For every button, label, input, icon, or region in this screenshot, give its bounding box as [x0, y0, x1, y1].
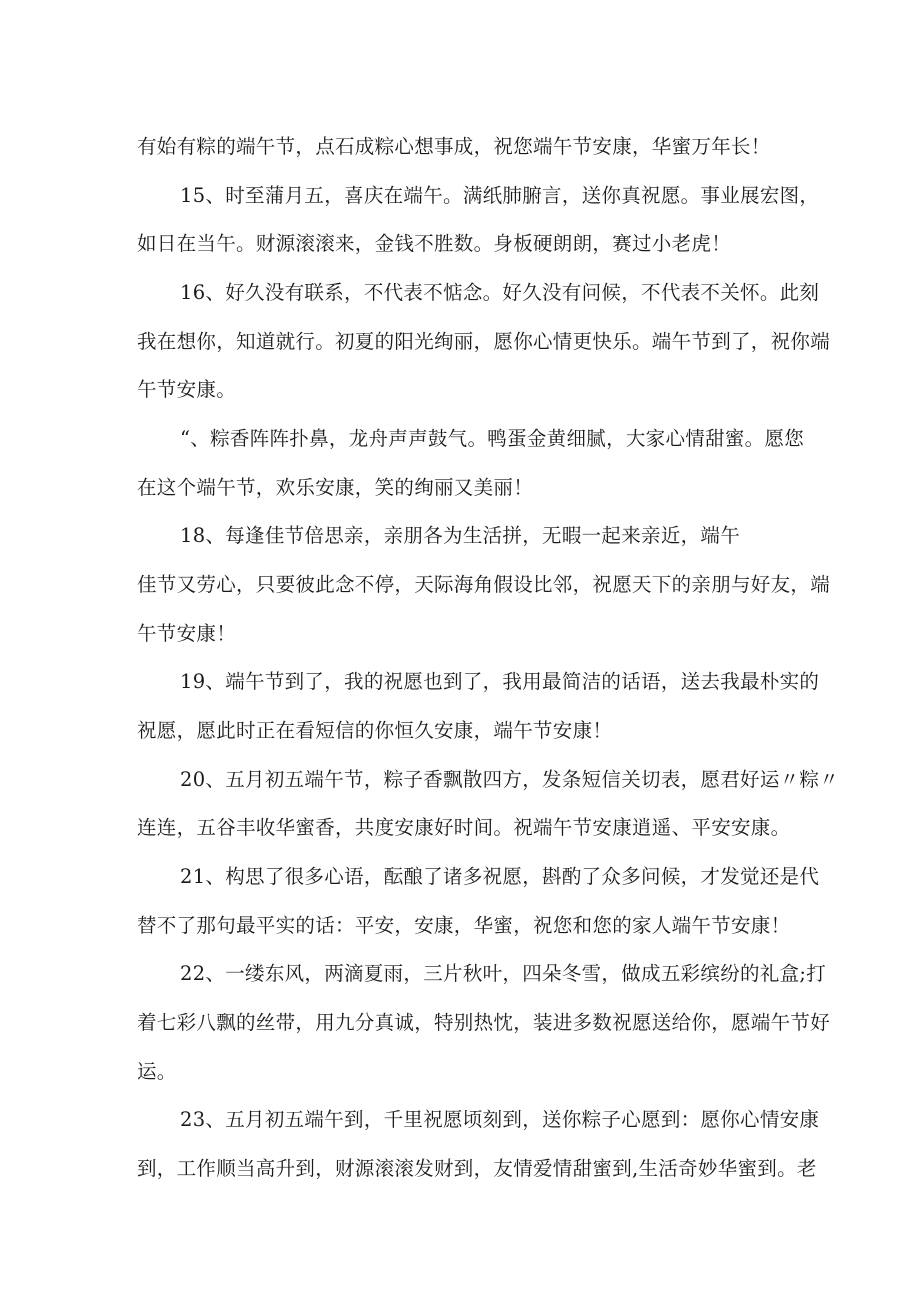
- paragraph-16-line: 午节安康。: [137, 378, 237, 401]
- paragraph-16-line: 16、好久没有联系，不代表不惦念。好久没有问候，不代表不关怀。此刻: [180, 281, 820, 304]
- paragraph-19-line: 19、端午节到了，我的祝愿也到了，我用最简洁的话语，送去我最朴实的: [180, 670, 820, 693]
- paragraph-17-line: 在这个端午节，欢乐安康，笑的绚丽又美丽！: [137, 476, 534, 499]
- paragraph-21-line: 21、构思了很多心语，酝酿了诸多祝愿，斟酌了众多问候，才发觉还是代: [180, 865, 820, 888]
- paragraph-19-line: 祝愿，愿此时正在看短信的你恒久安康，端午节安康！: [137, 719, 613, 742]
- paragraph-15-line: 如日在当午。财源滚滚来，金钱不胜数。身板硬朗朗，赛过小老虎！: [137, 232, 732, 255]
- paragraph-18-line: 18、每逢佳节倍思亲，亲朋各为生活拼，无暇一起来亲近，端午: [180, 524, 741, 547]
- paragraph-20-line: 连连，五谷丰收华蜜香，共度安康好时间。祝端午节安康逍遥、平安安康。: [137, 816, 791, 839]
- paragraph-21-line: 替不了那句最平实的话：平安，安康，华蜜，祝您和您的家人端午节安康！: [137, 914, 791, 937]
- paragraph-17-line: “、粽香阵阵扑鼻，龙舟声声鼓气。鸭蛋金黄细腻，大家心情甜蜜。愿您: [180, 427, 805, 450]
- paragraph-18-line: 午节安康！: [137, 622, 237, 645]
- paragraph-23-line: 到，工作顺当高升到，财源滚滚发财到，友情爱情甜蜜到,生活奇妙华蜜到。老: [137, 1157, 817, 1180]
- paragraph-15-line: 15、时至蒲月五，喜庆在端午。满纸肺腑言，送你真祝愿。事业展宏图，: [180, 184, 820, 207]
- paragraph-22-line: 22、一缕东风，两滴夏雨，三片秋叶，四朵冬雪，做成五彩缤纷的礼盒;打: [180, 962, 827, 985]
- paragraph-20-line: 20、五月初五端午节，粽子香飘散四方，发条短信关切表，愿君好运〃粽〃: [180, 768, 840, 791]
- text-line: 有始有粽的端午节，点石成粽心想事成，祝您端午节安康，华蜜万年长！: [137, 135, 771, 158]
- paragraph-16-line: 我在想你，知道就行。初夏的阳光绚丽，愿你心情更快乐。端午节到了，祝你端: [137, 330, 831, 353]
- paragraph-23-line: 23、五月初五端午到，千里祝愿顷刻到，送你粽子心愿到：愿你心情安康: [180, 1108, 820, 1131]
- paragraph-22-line: 着七彩八飘的丝带，用九分真诚，特别热忱，装进多数祝愿送给你，愿端午节好: [137, 1011, 831, 1034]
- paragraph-22-line: 运。: [137, 1060, 177, 1083]
- paragraph-18-line: 佳节又劳心，只要彼此念不停，天际海角假设比邻，祝愿天下的亲朋与好友，端: [137, 573, 831, 596]
